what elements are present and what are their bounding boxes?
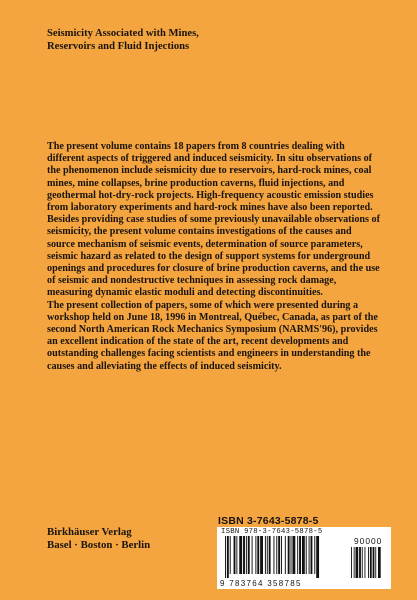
publisher-imprint: Birkhäuser Verlag Basel · Boston · Berlin [47,526,151,551]
blurb-paragraph: Besides providing case studies of some previously unavailable observations of seismicity, the present volume contains investigations of the causes and source mechanism of seismic events, determination of source parameters, seismic hazard as related to the design of support systems for underground openings and procedures for closure of brine production caverns, and the use of seismic and nondestructive techniques in assessing rock damage, measuring dynamic elastic moduli and detecting discontinuities. [47,214,380,299]
barcode-price-code: 90000 [354,536,383,546]
barcode-box [217,527,391,589]
blurb-paragraph: The present volume contains 18 papers from 8 countries dealing with different aspects of triggered and induced seismicity. In situ observations of the phenomenon include seismicity due to reservoirs, hard-rock mines, coal mines, mine collapses, brine production caverns, fluid injections, and geothermal hot-dry-rock projects. High-frequency acoustic emission studies from laboratory experiments and hard-rock mines have also been reported. [47,141,374,214]
isbn-label: ISBN 3-7643-5878-5 [218,515,319,527]
cover-blurb [47,141,382,373]
series-title: Seismicity Associated with Mines, Reservoirs and Fluid Injections [47,28,199,52]
blurb-paragraph: The present collection of papers, some of which were presented during a workshop held on June 18, 1996 in Montreal, Québec, Canada, as part of the second North American Rock Mechanics Symposium (NARMS'96), provides an excellent indication of the state of the art, recent developments and outstanding challenges facing scientists and engineers in understanding the causes and alleviating the effects of induced seismicity. [47,299,378,372]
barcode-digits: 9 783764 358785 [220,579,302,588]
barcode-isbn-text: ISBN 978-3-7643-5878-5 [221,528,323,536]
